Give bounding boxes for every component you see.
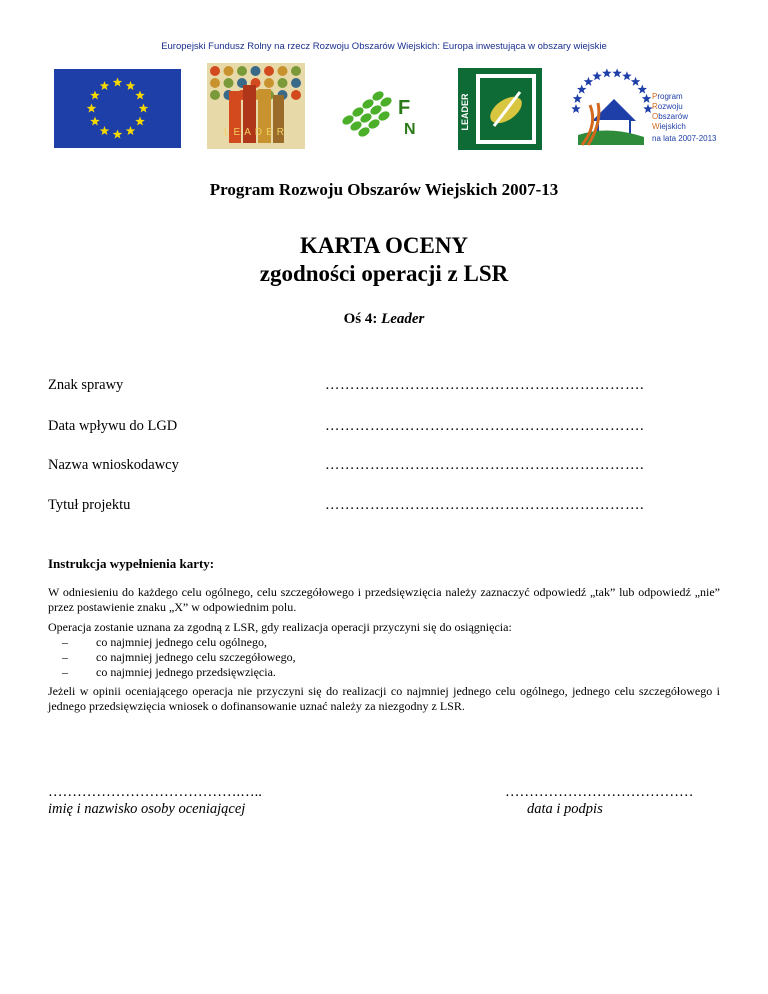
prow-logo <box>568 65 718 153</box>
leader-circle-icon <box>291 78 301 88</box>
field-blank[interactable]: ………………………………………………………. <box>325 497 645 513</box>
svg-text:na lata 2007-2013: na lata 2007-2013 <box>652 134 717 143</box>
prow-star-icon <box>584 77 594 86</box>
prow-star-icon <box>571 104 581 113</box>
leader-circle-icon <box>278 78 288 88</box>
field-label: Nazwa wnioskodawcy <box>48 457 179 473</box>
leader-circle-icon <box>278 66 288 76</box>
instructions-paragraph-1: W odniesieniu do każdego celu ogólnego, celu szczegółowego i przedsięwzięcia należy zaznaczyć odpowiedź „tak” lub odpowiedź „nie” przez postawienie znaku „X” w odpowiednim polu. <box>48 585 720 614</box>
instructions-paragraph-3: Jeżeli w opinii oceniającego operacja nie przyczyni się do realizacji co najmniej jednego celu ogólnego, jednego celu szczegółowego i jednego przedsięwzięcia wniosek o dofinansowanie uznać należy za niezgodny z LSR. <box>48 684 720 713</box>
field-label: Tytuł projektu <box>48 497 131 513</box>
instructions-list <box>48 635 720 680</box>
list-item: – co najmniej jednego przedsięwzięcia. <box>62 665 276 679</box>
signature-line[interactable]: ………………………………….….. <box>48 784 262 800</box>
leader-circle-icon <box>210 78 220 88</box>
svg-text:LEADER: LEADER <box>460 93 470 131</box>
document-title <box>0 232 768 288</box>
prow-star-icon <box>612 68 622 77</box>
signature-line[interactable]: ………………………………… <box>505 784 694 800</box>
document-title-line2: zgodności operacji z LSR <box>259 261 509 286</box>
leader-people-logo <box>207 63 305 149</box>
program-title: Program Rozwoju Obszarów Wiejskich 2007-13 <box>209 180 559 199</box>
signature-left <box>48 784 262 818</box>
leader-circle-icon <box>291 66 301 76</box>
axis-label <box>0 311 768 328</box>
leader-circle-icon <box>251 66 261 76</box>
list-item: – co najmniej jednego celu szczegółowego, <box>62 650 296 664</box>
axis-name: Leader <box>381 311 425 327</box>
prow-star-icon <box>592 71 602 80</box>
field-blank[interactable]: ………………………………………………………. <box>325 377 645 393</box>
svg-text:Program: Program <box>652 92 683 101</box>
leader-circle-icon <box>224 78 234 88</box>
leader-circle-icon <box>237 66 247 76</box>
prow-star-icon <box>602 68 612 77</box>
leader-circle-icon <box>291 90 301 100</box>
fn-leaves-logo <box>334 72 430 152</box>
prow-star-icon <box>577 85 587 94</box>
field-label: Znak sprawy <box>48 377 124 393</box>
logo-strip <box>0 60 768 150</box>
svg-text:N: N <box>404 121 416 138</box>
prow-star-icon <box>622 71 632 80</box>
signature-right <box>505 784 694 818</box>
leader-circle-icon <box>210 90 220 100</box>
dash-bullet: – <box>62 665 68 679</box>
svg-text:Rozwoju: Rozwoju <box>652 102 683 111</box>
leader-circle-icon <box>210 66 220 76</box>
leader-circle-icon <box>264 66 274 76</box>
svg-text:LEADER: LEADER <box>223 127 289 138</box>
top-banner: Europejski Fundusz Rolny na rzecz Rozwoju Obszarów Wiejskich: Europa inwestująca w obszary wiejskie <box>161 41 607 52</box>
list-item: – co najmniej jednego celu ogólnego, <box>62 635 267 649</box>
svg-text:Wiejskich: Wiejskich <box>652 122 686 131</box>
instructions-paragraph-2: Operacja zostanie uznana za zgodną z LSR, gdy realizacja operacji przyczyni się do osiągnięcia: <box>48 620 512 634</box>
axis-prefix: Oś 4: <box>343 311 378 327</box>
eu-flag-logo <box>54 69 181 148</box>
prow-star-icon <box>642 94 652 103</box>
field-label: Data wpływu do LGD <box>48 418 178 434</box>
svg-text:F: F <box>398 97 411 119</box>
prow-line-1-rest: rogram <box>657 92 683 101</box>
field-blank[interactable]: ………………………………………………………. <box>325 457 645 473</box>
field-blank[interactable]: ………………………………………………………. <box>325 418 645 434</box>
prow-star-icon <box>638 85 648 94</box>
prow-star-icon <box>631 77 641 86</box>
svg-text:Obszarów: Obszarów <box>652 112 689 121</box>
dash-bullet: – <box>62 635 68 649</box>
signature-caption: data i podpis <box>527 801 603 817</box>
instructions-title: Instrukcja wypełnienia karty: <box>48 556 215 571</box>
prow-star-icon <box>573 94 583 103</box>
signature-caption: imię i nazwisko osoby oceniającej <box>48 801 246 817</box>
leader-circle-icon <box>264 78 274 88</box>
document-title-line1: KARTA OCENY <box>299 233 469 258</box>
dash-bullet: – <box>62 650 68 664</box>
leader-circle-icon <box>224 66 234 76</box>
leader-box-logo <box>458 68 542 150</box>
